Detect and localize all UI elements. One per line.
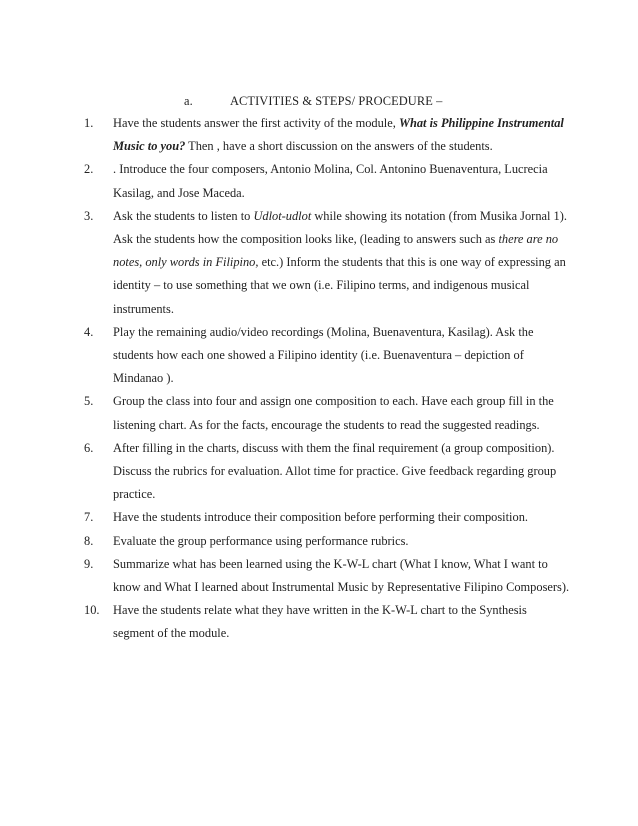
- step-number: 3.: [84, 208, 94, 223]
- procedure-step: [84, 390, 570, 436]
- procedure-step: [84, 158, 570, 204]
- procedure-step: [84, 553, 570, 599]
- step-text: etc.) Inform the students that this is one way of expressing an identity – to use something that we own (i.e. Filipino terms, and indigenous musical instruments.: [113, 255, 566, 316]
- step-number: 7.: [84, 510, 94, 525]
- step-number: 8.: [84, 533, 94, 548]
- step-text: . Introduce the four composers, Antonio Molina, Col. Antonino Buenaventura, Lucrecia Kasilag, and Jose Maceda.: [113, 162, 548, 200]
- step-text: Then , have a short discussion on the answers of the students.: [185, 139, 493, 154]
- procedure-step: [84, 599, 570, 645]
- heading-title: ACTIVITIES & STEPS/ PROCEDURE –: [230, 94, 443, 108]
- step-text: Summarize what has been learned using the K-W-L chart (What I know, What I want to know and What I learned about Instrumental Music by Representative Filipino Composers).: [113, 556, 570, 595]
- step-text: Have the students answer the first activity of the module,: [113, 116, 399, 130]
- step-number: 10.: [84, 603, 100, 618]
- step-number: 2.: [84, 162, 94, 177]
- step-number: 4.: [84, 324, 94, 339]
- procedure-step: [84, 112, 570, 158]
- step-text: Have the students relate what they have written in the K-W-L chart to the Synthesis segment of the module.: [113, 603, 527, 641]
- step-text: Play the remaining audio/video recordings (Molina, Buenaventura, Kasilag). Ask the students how each one showed a Filipino identity (i.e. Buenaventura – depiction of Mindanao ).: [113, 324, 534, 386]
- step-text-emphasis: Udlot-udlot: [253, 208, 312, 223]
- step-text: Group the class into four and assign one composition to each. Have each group fill in the listening chart. As for the facts, encourage the students to read the suggested readings.: [113, 394, 554, 432]
- procedure-steps-list: [84, 112, 570, 646]
- step-number: 5.: [84, 394, 94, 409]
- step-text: Evaluate the group performance using performance rubrics.: [113, 533, 409, 548]
- procedure-step: [84, 506, 570, 529]
- procedure-step: [84, 530, 570, 553]
- section-heading: [184, 94, 442, 109]
- step-number: 6.: [84, 440, 94, 455]
- procedure-step: [84, 437, 570, 507]
- step-text: Ask the students to listen to: [113, 208, 254, 223]
- step-text-emphasis: What is Philippine Instrumental Music to you?: [113, 116, 564, 154]
- procedure-step: [84, 321, 570, 391]
- heading-marker: a.: [184, 94, 193, 108]
- step-text: while showing its notation (from Musika Jornal 1). Ask the students how the composition looks like, (leading to answers such as: [113, 208, 567, 247]
- step-number: 9.: [84, 556, 94, 571]
- procedure-step: [84, 205, 570, 321]
- step-number: 1.: [84, 116, 94, 130]
- step-text-emphasis: there are no notes, only words in Filipino,: [113, 232, 559, 270]
- step-text: Have the students introduce their composition before performing their composition.: [113, 510, 528, 525]
- step-text: After filling in the charts, discuss with them the final requirement (a group composition). Discuss the rubrics for evaluation. Allot time for practice. Give feedback regarding group practice.: [113, 440, 557, 502]
